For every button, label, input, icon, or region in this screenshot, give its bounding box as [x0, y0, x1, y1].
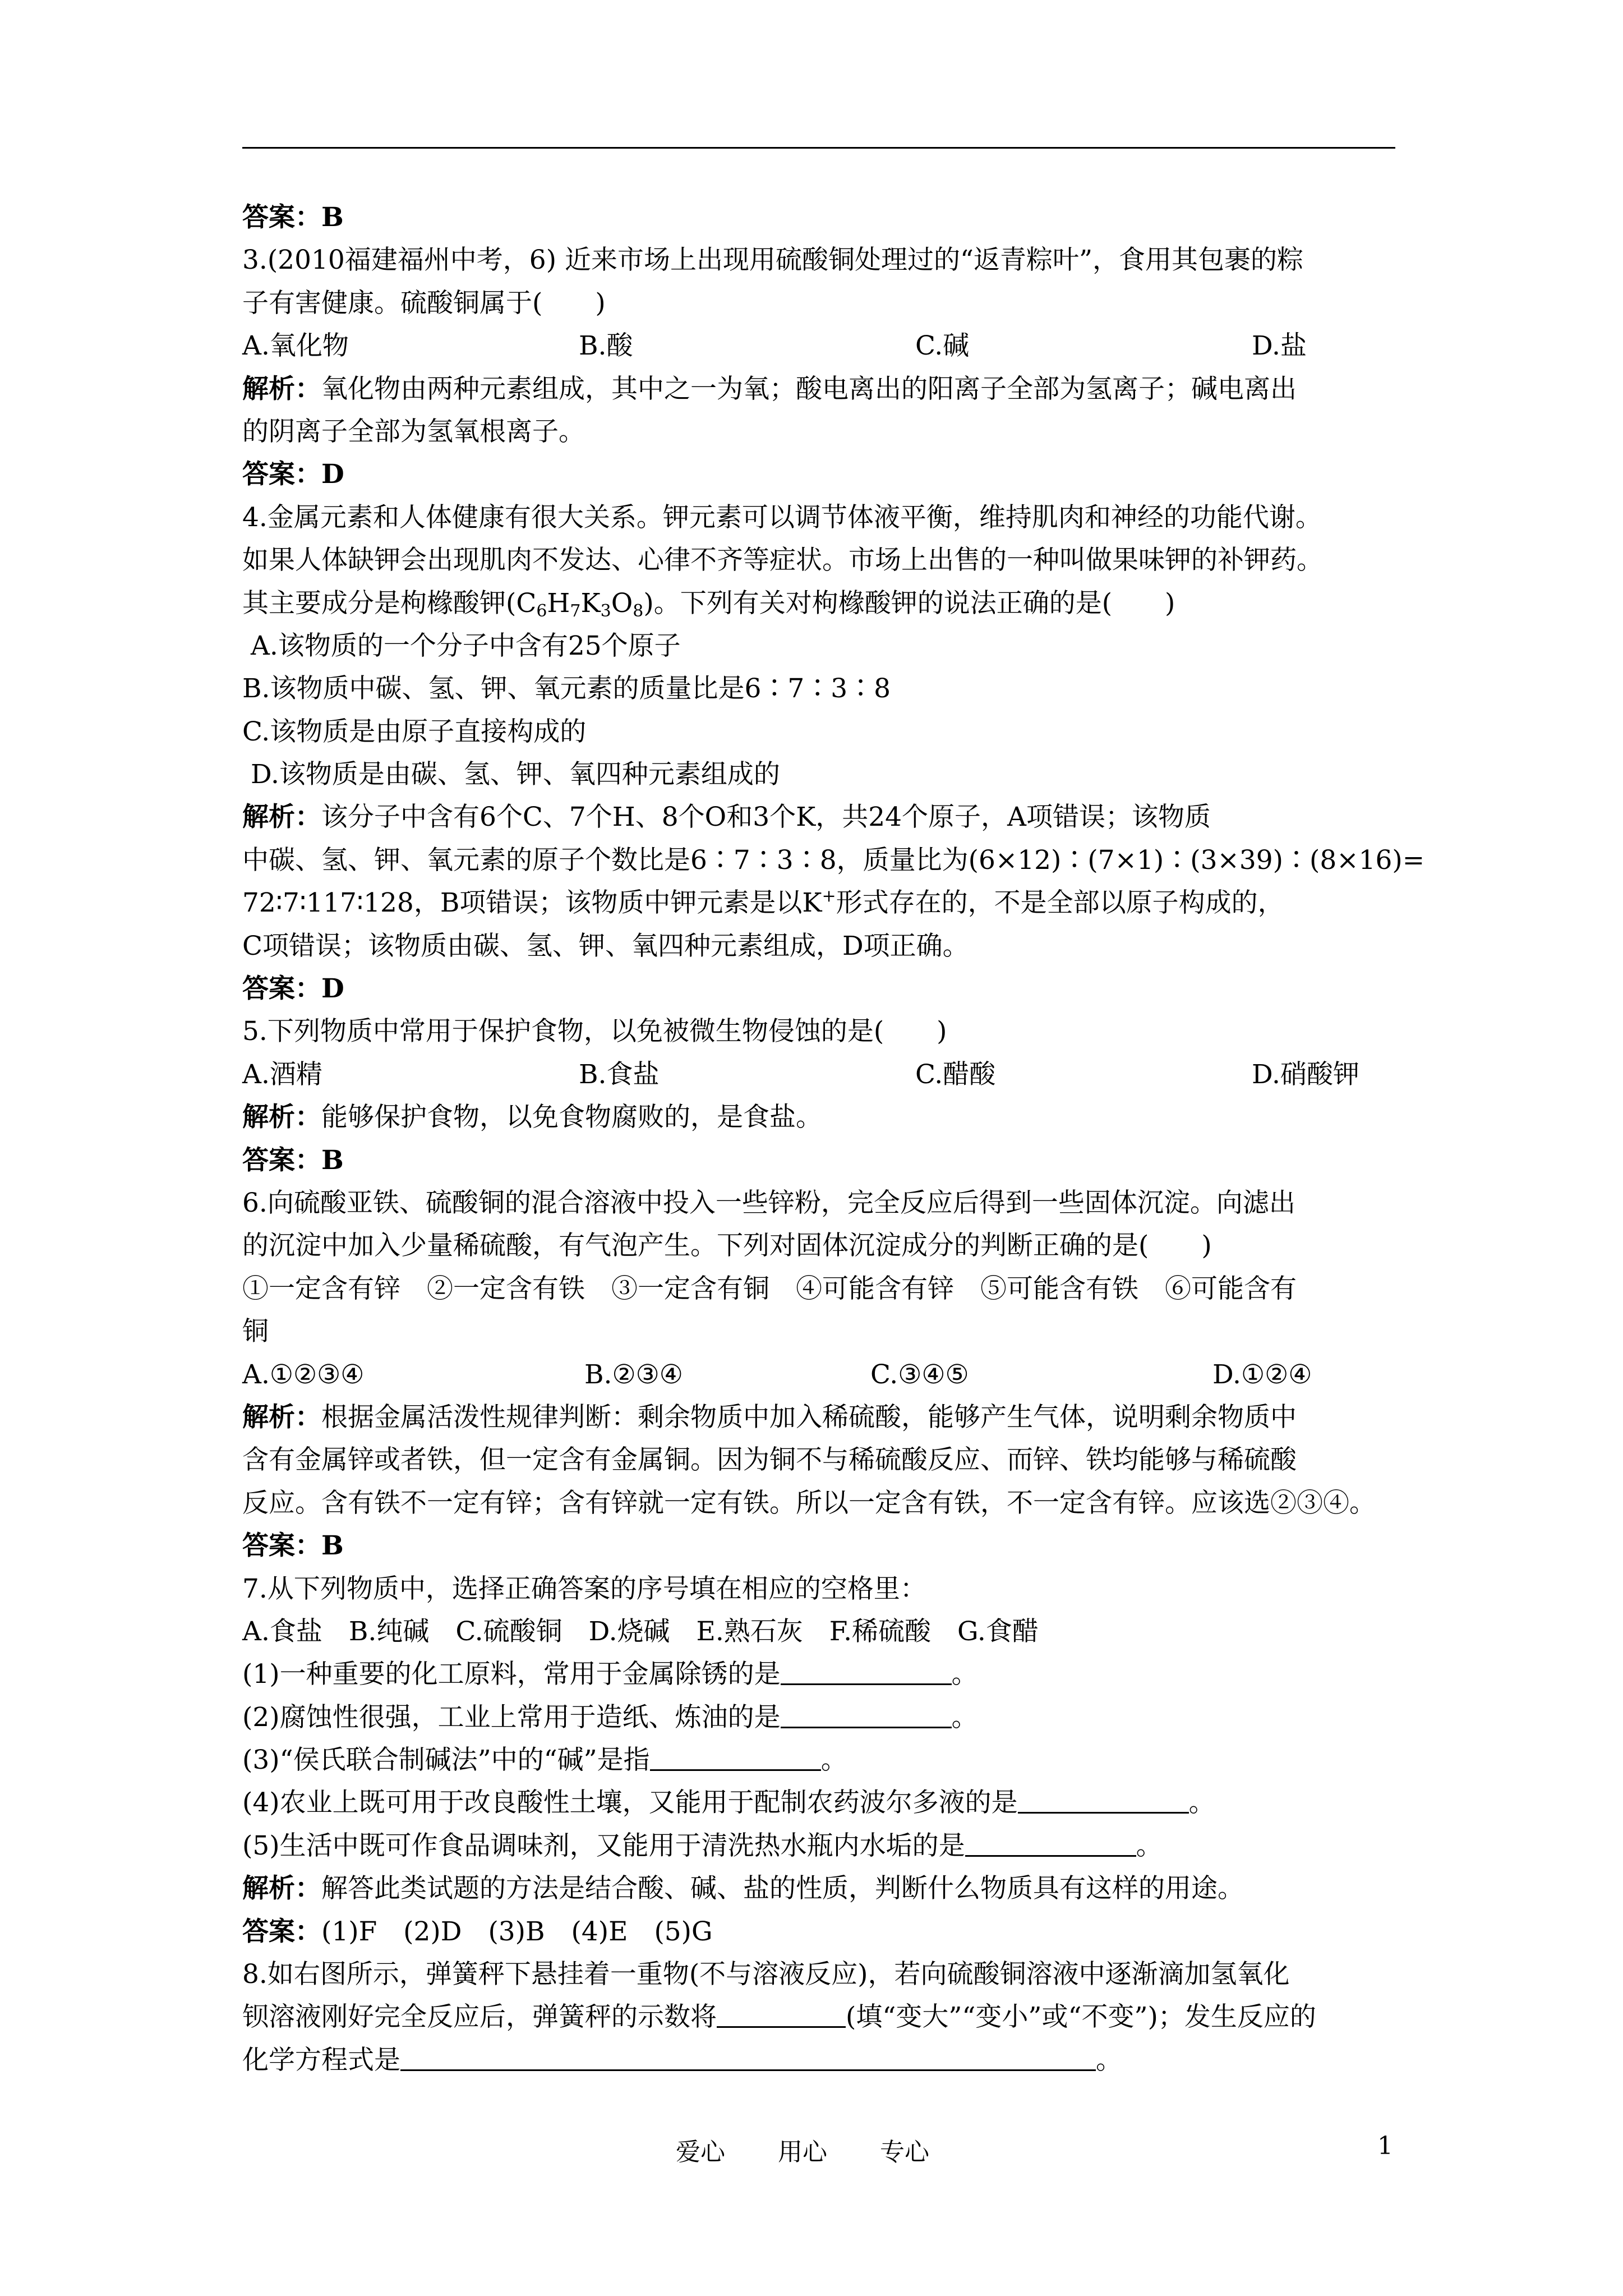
- question-6-statements: ①一定含有锌 ②一定含有铁 ③一定含有铜 ④可能含有锌 ⑤可能含有铁 ⑥可能含有: [242, 1273, 1297, 1304]
- answer-q6: 答案：B: [242, 1530, 344, 1562]
- question-7-part-3: (3)“侯氏联合制碱法”中的“碱”是指 。: [242, 1739, 1395, 1782]
- analysis-q4-cont3: C项错误；该物质由碳、氢、钾、氧四种元素组成，D项正确。: [242, 930, 969, 961]
- header-rule: [242, 147, 1395, 149]
- footer-motto: 爱心: [676, 2138, 725, 2166]
- answer-blank[interactable]: [717, 1999, 846, 2028]
- option-b: B.②③④: [584, 1359, 683, 1390]
- option-c: C.醋酸: [915, 1059, 996, 1090]
- option-a: A.酒精: [242, 1059, 322, 1090]
- question-8-stem-cont: 钡溶液刚好完全反应后，弹簧秤的示数将 (填“变大”“变小”或“不变”)；发生反应的: [242, 1996, 1395, 2039]
- equation-blank[interactable]: [400, 2042, 1096, 2071]
- question-7-choices: A.食盐 B.纯碱 C.硫酸铜 D.烧碱 E.熟石灰 F.稀硫酸 G.食醋: [242, 1616, 1039, 1647]
- analysis-q4-cont1: 中碳、氢、钾、氧元素的原子个数比是6∶7∶3∶8，质量比为(6×12)∶(7×1)∶(3×39)∶(8×16)=: [242, 844, 1425, 876]
- analysis-q5: 解析：能够保护食物，以免食物腐败的，是食盐。: [242, 1102, 822, 1133]
- question-4-option-a: A.该物质的一个分子中含有25个原子: [242, 630, 681, 661]
- analysis-q6-cont2: 反应。含有铁不一定有锌；含有锌就一定有铁。所以一定含有铁，不一定含有锌。应该选②③④。: [242, 1487, 1376, 1519]
- question-5-options: [242, 1053, 1395, 1096]
- analysis-q3: 解析：氧化物由两种元素组成，其中之一为氧；酸电离出的阳离子全部为氢离子；碱电离出: [242, 373, 1297, 404]
- question-8-stem: 8.如右图所示，弹簧秤下悬挂着一重物(不与溶液反应)，若向硫酸铜溶液中逐渐滴加氢氧化: [242, 1959, 1290, 1990]
- analysis-q6-cont1: 含有金属锌或者铁，但一定含有金属铜。因为铜不与稀硫酸反应、而锌、铁均能够与稀硫酸: [242, 1444, 1297, 1476]
- question-7-part-5: (5)生活中既可作食品调味剂，又能用于清洗热水瓶内水垢的是 。: [242, 1825, 1395, 1867]
- question-4-option-b: B.该物质中碳、氢、钾、氧元素的质量比是6∶7∶3∶8: [242, 673, 891, 705]
- answer-blank[interactable]: [1018, 1785, 1189, 1814]
- question-6-stem: 6.向硫酸亚铁、硫酸铜的混合溶液中投入一些锌粉，完全反应后得到一些固体沉淀。向滤出: [242, 1187, 1295, 1218]
- footer-motto: 用心: [778, 2138, 827, 2166]
- question-6-stem-cont: 的沉淀中加入少量稀硫酸，有气泡产生。下列对固体沉淀成分的判断正确的是( ): [242, 1230, 1212, 1262]
- question-6-options: [242, 1354, 1395, 1396]
- footer-motto: 专心: [880, 2138, 929, 2166]
- answer-q5: 答案：B: [242, 1144, 344, 1176]
- option-c: C.碱: [915, 330, 970, 362]
- option-b: B.食盐: [579, 1059, 660, 1090]
- question-7-stem: 7.从下列物质中，选择正确答案的序号填在相应的空格里：: [242, 1573, 926, 1604]
- answer-blank[interactable]: [965, 1828, 1136, 1857]
- question-7-part-2: (2)腐蚀性很强，工业上常用于造纸、炼油的是 。: [242, 1696, 1395, 1739]
- answer-q2: 答案：B: [242, 202, 344, 233]
- question-7-part-4: (4)农业上既可用于改良酸性土壤，又能用于配制农药波尔多液的是 。: [242, 1782, 1395, 1824]
- page-footer: [0, 2132, 1623, 2171]
- answer-blank[interactable]: [781, 1657, 952, 1685]
- question-3-stem: 3.(2010福建福州中考，6) 近来市场上出现用硫酸铜处理过的“返青粽叶”，食用其包裹的粽: [242, 245, 1304, 276]
- page-number: 1: [1377, 2132, 1393, 2160]
- question-5-stem: 5.下列物质中常用于保护食物，以免被微生物侵蚀的是( ): [242, 1016, 947, 1047]
- option-c: C.③④⑤: [870, 1359, 969, 1390]
- question-8-equation: 化学方程式是 。: [242, 2039, 1395, 2082]
- analysis-q4: 解析：该分子中含有6个C、7个H、8个O和3个K，共24个原子，A项错误；该物质: [242, 802, 1211, 833]
- question-4-stem-cont: 如果人体缺钾会出现肌肉不发达、心律不齐等症状。市场上出售的一种叫做果味钾的补钾药。: [242, 545, 1323, 576]
- question-7-part-1: (1)一种重要的化工原料，常用于金属除锈的是 。: [242, 1653, 1395, 1696]
- question-4-option-c: C.该物质是由原子直接构成的: [242, 716, 587, 747]
- option-a: A.①②③④: [242, 1359, 365, 1390]
- question-6-statements-cont: 铜: [242, 1316, 269, 1347]
- analysis-q6: 解析：根据金属活泼性规律判断：剩余物质中加入稀硫酸，能够产生气体，说明剩余物质中: [242, 1401, 1297, 1433]
- question-3-stem-cont: 子有害健康。硫酸铜属于( ): [242, 287, 606, 319]
- option-d: D.①②④: [1212, 1359, 1312, 1390]
- option-d: D.盐: [1252, 330, 1307, 362]
- analysis-q4-cont2: 72∶7∶117∶128，B项错误；该物质中钾元素是以K+形式存在的，不是全部以原子构成的，: [242, 886, 1284, 919]
- answer-q7: 答案：(1)F (2)D (3)B (4)E (5)G: [242, 1916, 713, 1947]
- analysis-q3-cont: 的阴离子全部为氢氧根离子。: [242, 416, 585, 447]
- option-d: D.硝酸钾: [1252, 1059, 1359, 1090]
- answer-q3: 答案：D: [242, 459, 344, 490]
- question-4-option-d: D.该物质是由碳、氢、钾、氧四种元素组成的: [242, 759, 780, 790]
- question-3-options: [242, 325, 1395, 367]
- answer-blank[interactable]: [781, 1700, 952, 1728]
- analysis-q7: 解析：解答此类试题的方法是结合酸、碱、盐的性质，判断什么物质具有这样的用途。: [242, 1873, 1244, 1904]
- option-b: B.酸: [579, 330, 633, 362]
- footer-mottos: [676, 2132, 974, 2168]
- document-body: [242, 196, 1425, 2082]
- question-4-stem: 4.金属元素和人体健康有很大关系。钾元素可以调节体液平衡，维持肌肉和神经的功能代谢。: [242, 501, 1322, 533]
- question-4-formula-line: 其主要成分是枸橼酸钾$(C_6H_7K_3O_8)$。下列有关对枸橼酸钾的说法正确的是( ): [242, 587, 1175, 621]
- option-a: A.氧化物: [242, 330, 349, 362]
- answer-blank[interactable]: [650, 1742, 821, 1771]
- answer-q4: 答案：D: [242, 973, 344, 1005]
